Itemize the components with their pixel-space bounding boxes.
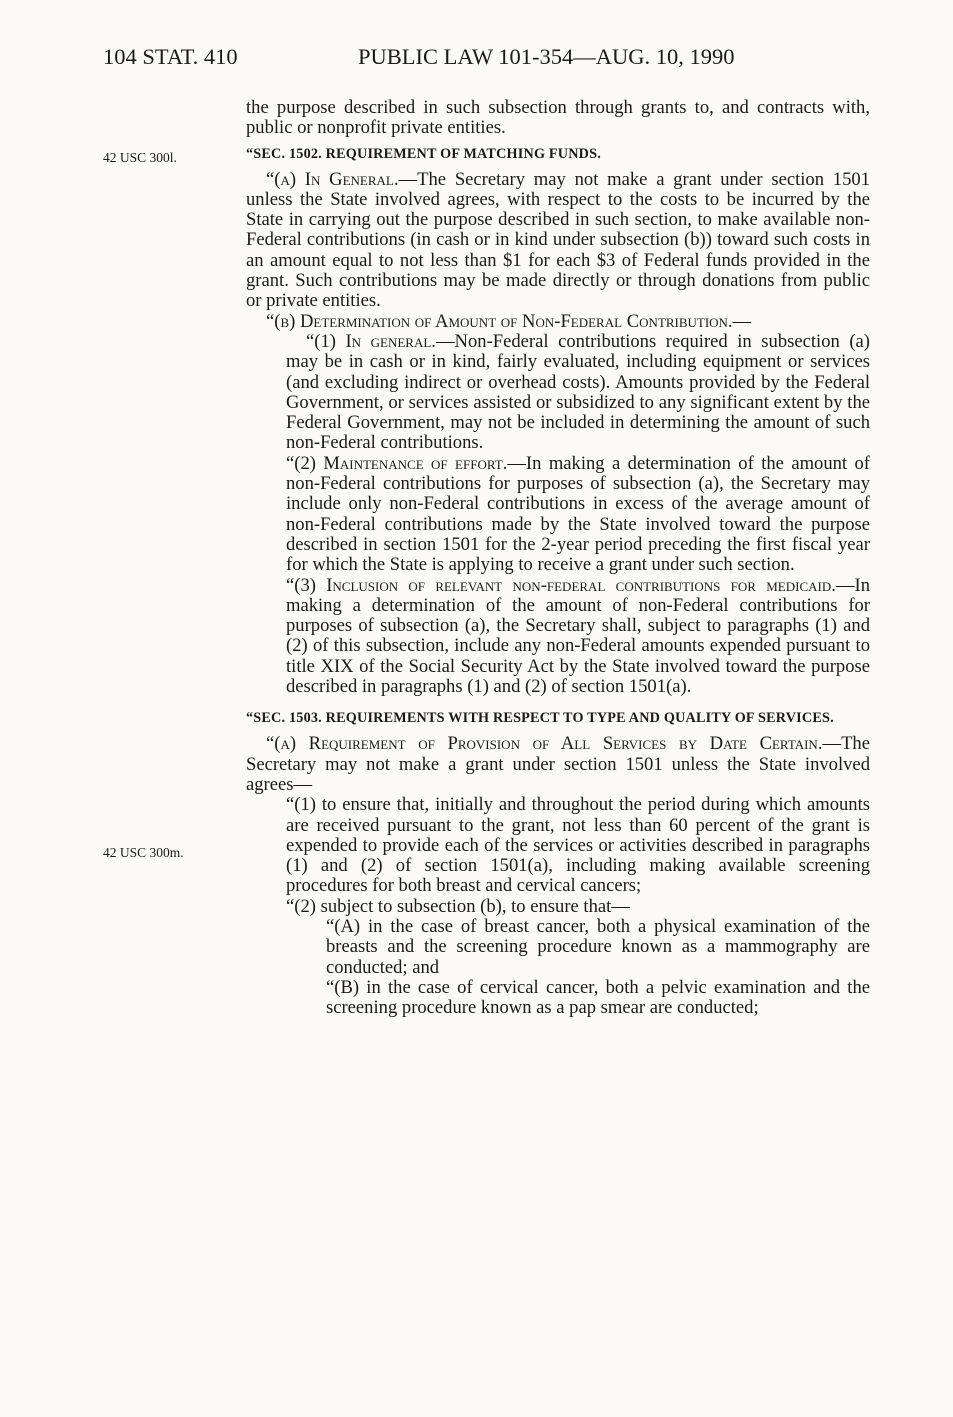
margin-note-sec1503: 42 USC 300m. xyxy=(103,845,184,860)
body-text xyxy=(246,98,870,1018)
subsection-a-text: The Secretary may not make a grant under section 1501 unless the State involved agrees, with respect to the costs to be incurred by the State in carrying out the purpose described in such section, to make available non-Federal contributions (in cash or in kind under subsection (b)) toward such costs in an amount equal to not less than $1 for each $3 of Federal funds provided in the grant. Such contributions may be made directly or through donations from public or private entities. xyxy=(246,168,870,312)
subsection-a xyxy=(246,170,870,312)
subsection-1503-a xyxy=(246,734,870,795)
paragraph-b3 xyxy=(286,576,870,698)
sec-1503-heading: “SEC. 1503. REQUIREMENTS WITH RESPECT TO TYPE AND QUALITY OF SERVICES. xyxy=(246,710,834,727)
margin-note-sec1502: 42 USC 300l. xyxy=(103,150,177,165)
paragraph-b3-heading: “(3) Inclusion of relevant non-federal contributions for medicaid.— xyxy=(286,574,855,596)
paragraph-1503-a2: “(2) subject to subsection (b), to ensure that— xyxy=(286,895,630,917)
page-header xyxy=(103,44,883,76)
paragraph-b1-text: Non-Federal contributions required in subsection (a) may be in cash or in kind, fairly evaluated, including equipment or services (and excluding indirect or overhead costs). Amounts provided by the Federal Government, or services assisted or subsidized to any significant extent by the Federal Government, may not be included in determining the amount of such non-Federal contributions. xyxy=(286,330,870,454)
paragraph-b2-heading: “(2) Maintenance of effort.— xyxy=(286,452,526,474)
clause-1503-a2-A: “(A) in the case of breast cancer, both a physical examination of the breasts and the screening procedure known as a mammography are conducted; and xyxy=(326,915,870,978)
paragraph-b1-heading: “(1) In general.— xyxy=(306,330,455,352)
subsection-1503-a-text: The Secretary may not make a grant under section 1501 unless the State involved agrees— xyxy=(246,733,870,795)
law-title: PUBLIC LAW 101-354—AUG. 10, 1990 xyxy=(358,44,735,69)
subsection-b-heading: “(b) Determination of Amount of Non-Federal Contribution.— xyxy=(266,310,752,332)
paragraph-b2 xyxy=(286,454,870,576)
subsection-1503-a-heading: “(a) Requirement of Provision of All Services by Date Certain.— xyxy=(266,733,842,755)
clause-1503-a2-B: “(B) in the case of cervical cancer, both a pelvic examination and the screening procedure known as a pap smear are conducted; xyxy=(326,976,870,1019)
paragraph-b2-text: In making a determination of the amount of non-Federal contributions for purposes of subsection (a), the Secretary may include only non-Federal contributions in excess of the average amount of non-Federal contributions made by the State involved toward the purpose described in section 1501 for the 2-year period preceding the first fiscal year for which the State is applying to receive a grant under such section. xyxy=(286,452,870,576)
subsection-a-heading: “(a) In General.— xyxy=(266,168,418,190)
paragraph-1503-a1: “(1) to ensure that, initially and throughout the period during which amounts are received pursuant to the grant, not less than 60 percent of the grant is expended to provide each of the services or activities described in paragraphs (1) and (2) of section 1501(a), including making available screening procedures for both breast and cervical cancers; xyxy=(286,794,870,897)
stat-citation: 104 STAT. 410 xyxy=(103,44,238,69)
intro-paragraph: the purpose described in such subsection through grants to, and contracts with, public or nonprofit private entities. xyxy=(246,97,870,139)
sec-1502-heading: “SEC. 1502. REQUIREMENT OF MATCHING FUNDS. xyxy=(246,145,601,162)
paragraph-b3-text: In making a determination of the amount of non-Federal contributions for purposes of subsection (a), the Secretary shall, subject to paragraphs (1) and (2) of this subsection, include any non-Federal amounts expended pursuant to title XIX of the Social Security Act by the State involved toward the purpose described in paragraphs (1) and (2) of section 1501(a). xyxy=(286,574,870,698)
paragraph-b1 xyxy=(246,332,870,454)
